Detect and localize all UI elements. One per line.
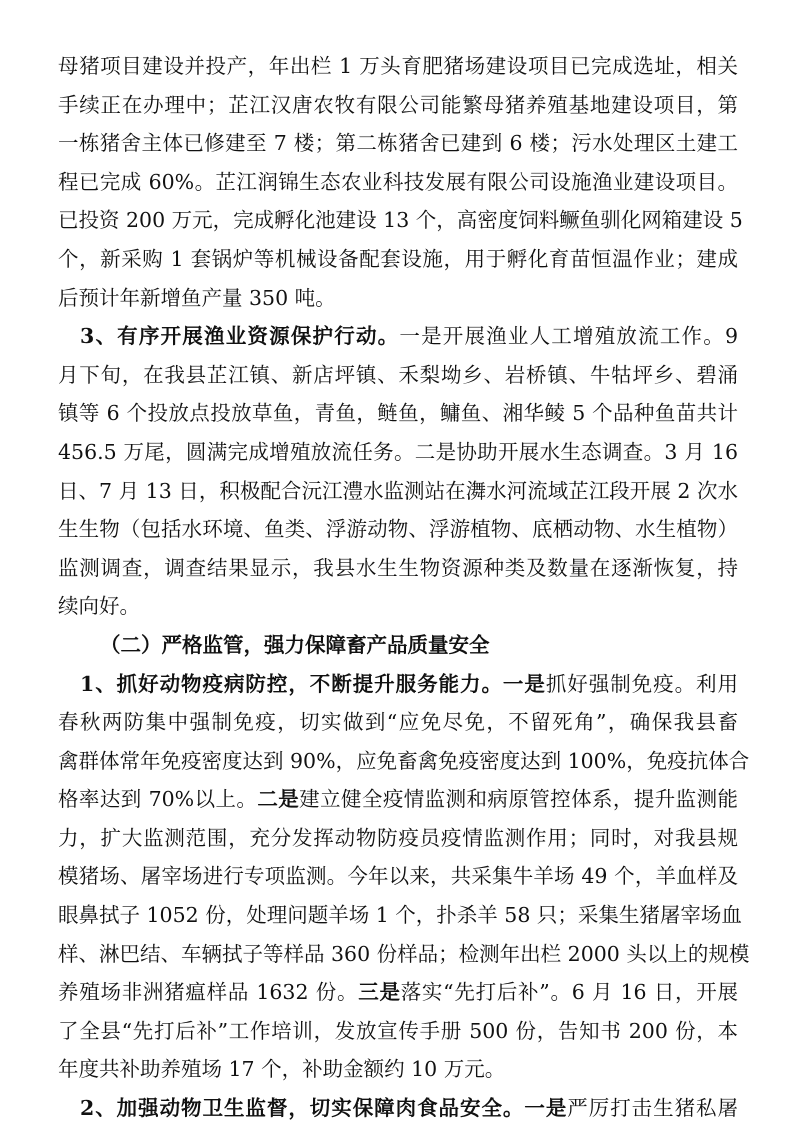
section-heading-line: 3、有序开展渔业资源保护行动。一是开展渔业人工增殖放流工作。9 — [80, 324, 738, 349]
section-heading: 2、加强动物卫生监督，切实保障肉食品安全。一是 — [80, 1096, 568, 1121]
paragraph-line: 格率达到 70%以上。二是建立健全疫情监测和病原管控体系，提升监测能 — [58, 787, 738, 812]
paragraph-line: 已投资 200 万元，完成孵化池建设 13 个，高密度饲料鳜鱼驯化网箱建设 5 — [58, 208, 743, 233]
paragraph-line: 禽群体常年免疫密度达到 90%，应免畜禽免疫密度达到 100%，免疫抗体合 — [58, 748, 750, 773]
paragraph-line: 日、7 月 13 日，积极配合沅江澧水监测站在㵲水河流域芷江段开展 2 次水 — [58, 478, 738, 503]
chapter-heading: （二）严格监管，强力保障畜产品质量安全 — [100, 632, 490, 657]
paragraph-line: 养殖场非洲猪瘟样品 1632 份。三是落实“先打后补”。6 月 16 日，开展 — [58, 980, 739, 1005]
paragraph-line: 春秋两防集中强制免疫，切实做到“应免尽免，不留死角”，确保我县畜 — [58, 710, 738, 735]
section-heading-line: 2、加强动物卫生监督，切实保障肉食品安全。一是严厉打击生猪私屠 — [80, 1096, 739, 1121]
chapter-heading-line — [58, 626, 738, 665]
paragraph-line: 年度共补助养殖场 17 个，补助金额约 10 万元。 — [58, 1057, 506, 1082]
paragraph-line: 眼鼻拭子 1052 份，处理问题羊场 1 个，扑杀羊 58 只；采集生猪屠宰场血 — [58, 903, 742, 928]
paragraph-line: 月下旬，在我县芷江镇、新店坪镇、禾梨坳乡、岩桥镇、牛牯坪乡、碧涌 — [58, 362, 738, 387]
paragraph-line: 手续正在办理中；芷江汉唐农牧有限公司能繁母猪养殖基地建设项目，第 — [58, 92, 738, 117]
paragraph-line: 母猪项目建设并投产，年出栏 1 万头育肥猪场建设项目已完成选址，相关 — [58, 54, 738, 78]
section-heading-line: 1、抓好动物疫病防控，不断提升服务能力。一是抓好强制免疫。利用 — [80, 671, 739, 696]
paragraph-line: 一栋猪舍主体已修建至 7 楼；第二栋猪舍已建到 6 楼；污水处理区土建工 — [58, 131, 738, 156]
paragraph-line: 续向好。 — [58, 594, 140, 619]
paragraph-line: 模猪场、屠宰场进行专项监测。今年以来，共采集牛羊场 49 个，羊血样及 — [58, 864, 738, 889]
item-marker: 三是 — [358, 980, 401, 1005]
section-heading: 3、有序开展渔业资源保护行动。 — [80, 324, 400, 349]
document-page — [58, 47, 750, 1128]
section-heading: 1、抓好动物疫病防控，不断提升服务能力。一是 — [80, 671, 546, 696]
paragraph-line: 个，新采购 1 套锅炉等机械设备配套设施，用于孵化育苗恒温作业；建成 — [58, 246, 738, 271]
paragraph-line: 生生物（包括水环境、鱼类、浮游动物、浮游植物、底栖动物、水生植物） — [58, 517, 738, 542]
paragraph-line: 样、淋巴结、车辆拭子等样品 360 份样品；检测年出栏 2000 头以上的规模 — [58, 941, 750, 966]
item-marker: 二是 — [257, 787, 300, 812]
paragraph-line: 镇等 6 个投放点投放草鱼，青鱼，鲢鱼，鳙鱼、湘华鲮 5 个品种鱼苗共计 — [58, 401, 738, 426]
paragraph-line: 力，扩大监测范围，充分发挥动物防疫员疫情监测作用；同时，对我县规 — [58, 825, 738, 850]
paragraph-line: 监测调查，调查结果显示，我县水生生物资源种类及数量在逐渐恢复，持 — [58, 555, 738, 580]
paragraph-line: 了全县“先打后补”工作培训，发放宣传手册 500 份，告知书 200 份，本 — [58, 1018, 738, 1043]
paragraph-line: 456.5 万尾，圆满完成增殖放流任务。二是协助开展水生态调查。3 月 16 — [58, 439, 738, 464]
paragraph-line: 后预计年新增鱼产量 350 吨。 — [58, 285, 336, 310]
paragraph-line: 程已完成 60%。芷江润锦生态农业科技发展有限公司设施渔业建设项目。 — [58, 169, 738, 194]
